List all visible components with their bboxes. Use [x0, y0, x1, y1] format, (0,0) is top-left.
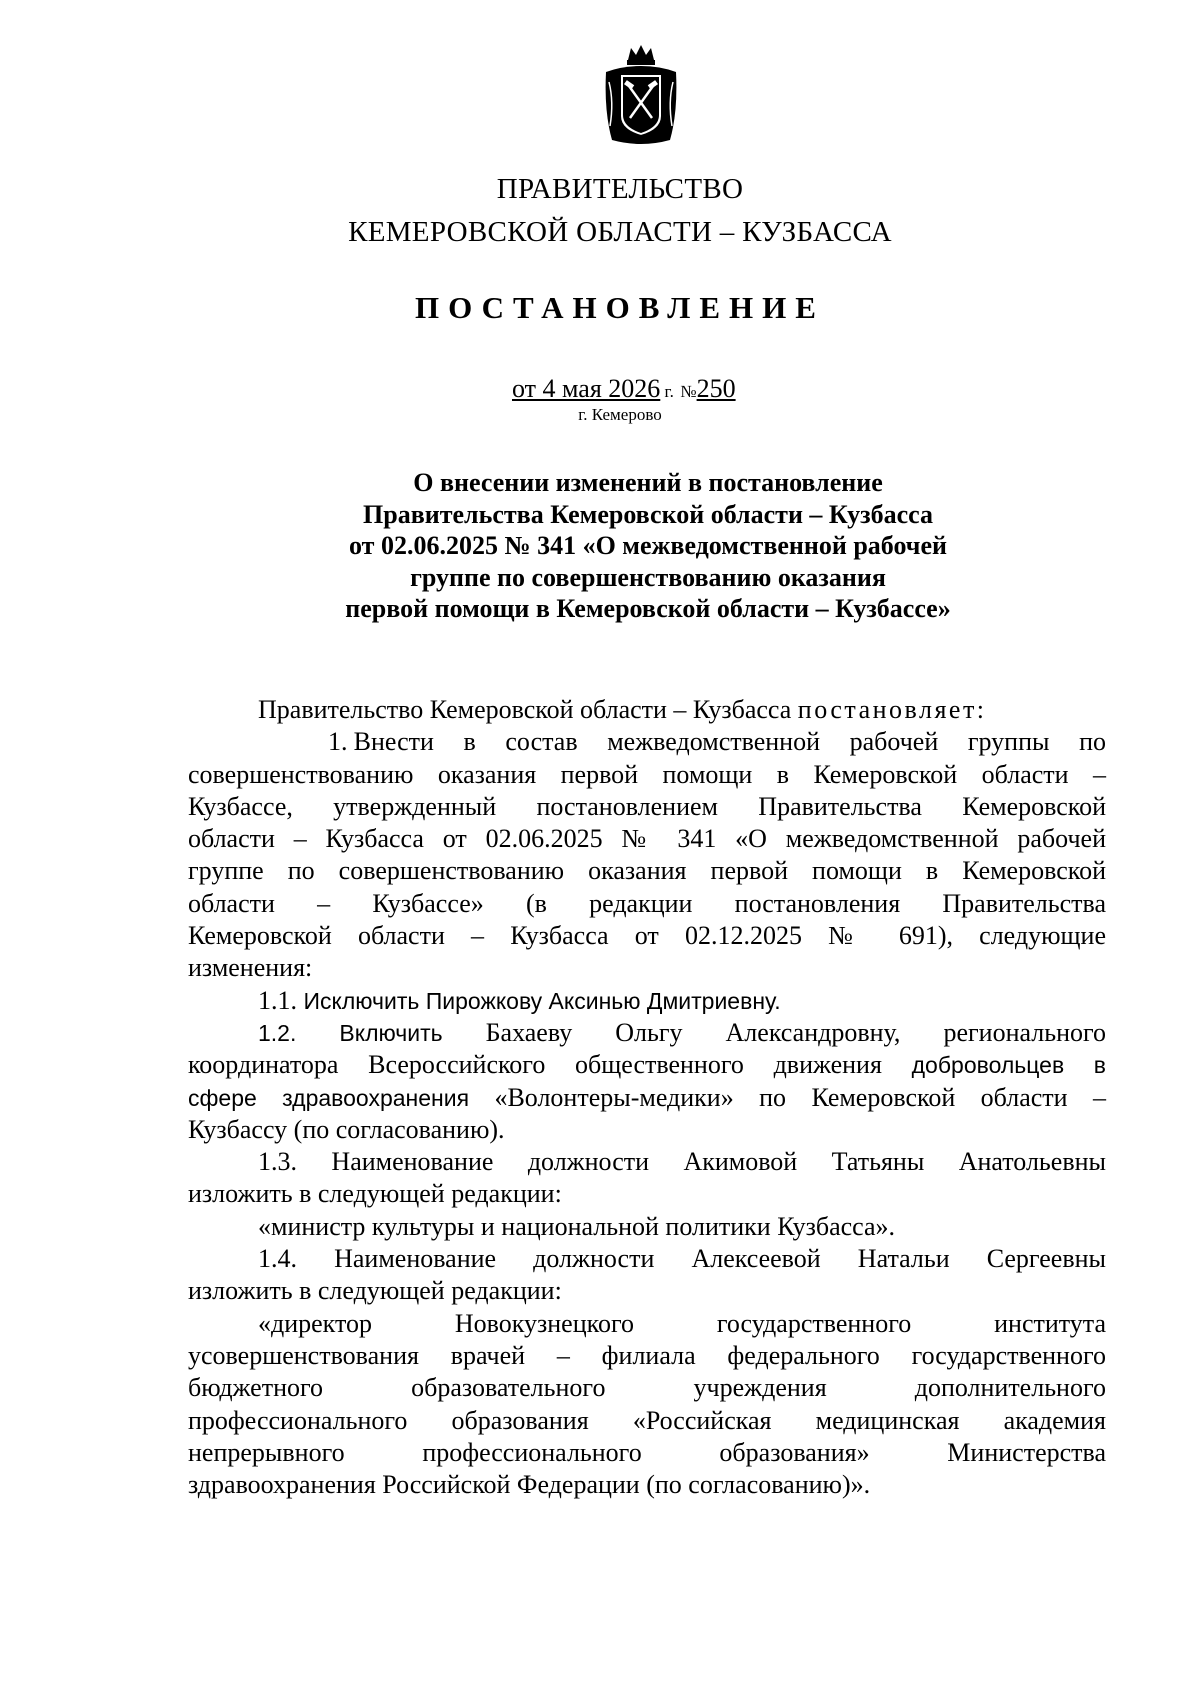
document-title: [190, 467, 1106, 625]
quoted-position: «министр культуры и национальной политики Кузбасса».: [258, 1211, 896, 1241]
paragraph-line: области – Кузбасса от 02.06.2025 № 341 «О межведомственной рабочей: [188, 824, 1106, 854]
document-date-line: [512, 374, 736, 404]
title-line: от 02.06.2025 № 341 «О межведомственной рабочей: [349, 531, 947, 560]
paragraph-1-4: [188, 1243, 1106, 1501]
title-line: О внесении изменений в постановление: [413, 468, 883, 497]
item-number: 1.: [328, 727, 348, 757]
quoted-position-line: «директор Новокузнецкого государственного института: [258, 1308, 1106, 1338]
paragraph-line: изменения:: [188, 953, 313, 983]
item-action: Включить: [339, 1019, 443, 1046]
paragraph-1-1: [188, 985, 1106, 1017]
document-type-heading: ПОСТАНОВЛЕНИЕ: [415, 290, 825, 325]
quoted-position-line: профессионального образования «Российская медицинская академия: [188, 1405, 1106, 1435]
item-number: 1.1.: [258, 985, 297, 1015]
paragraph-1-3: [188, 1146, 1106, 1243]
year-suffix: г.: [660, 382, 674, 401]
paragraph-line: Кузбассе, утвержденный постановлением Правительства Кемеровской: [188, 791, 1106, 821]
paragraph-line: 1. Внести в состав межведомственной рабочей группы по: [188, 726, 1106, 758]
paragraph-1-2: [188, 1017, 1106, 1146]
number-sign: №: [680, 382, 697, 401]
paragraph-line: 1.4. Наименование должности Алексеевой Натальи Сергеевны: [258, 1244, 1106, 1274]
paragraph-line: области – Кузбассе» (в редакции постановления Правительства: [188, 888, 1106, 918]
quoted-position-line: здравоохранения Российской Федерации (по согласованию)».: [188, 1470, 871, 1500]
intro-paragraph: [188, 694, 1106, 726]
paragraph-line: сфере здравоохранения «Волонтеры-медики» по Кемеровской области –: [188, 1082, 1106, 1112]
document-number: 250: [696, 374, 736, 403]
document-body: [188, 694, 1106, 1501]
paragraph-line: 1.3. Наименование должности Акимовой Татьяны Анатольевны: [258, 1147, 1106, 1177]
quoted-position-line: усовершенствования врачей – филиала федерального государственного: [188, 1340, 1106, 1370]
government-name-line1: ПРАВИТЕЛЬСТВО: [496, 173, 744, 205]
quoted-position-line: бюджетного образовательного учреждения дополнительного: [188, 1373, 1106, 1403]
paragraph-1: [188, 726, 1106, 984]
title-line: первой помощи в Кемеровской области – Кузбассе»: [345, 594, 951, 623]
title-line: группе по совершенствованию оказания: [410, 562, 886, 592]
intro-resolves: постановляет:: [797, 695, 987, 724]
paragraph-line: совершенствованию оказания первой помощи в Кемеровской области –: [188, 759, 1106, 789]
item-text: Исключить Пирожкову Аксинью Дмитриевну.: [303, 987, 781, 1014]
paragraph-line: 1.2. Включить Бахаеву Ольгу Александровну, регионального: [258, 1017, 1107, 1047]
paragraph-line: группе по совершенствованию оказания первой помощи в Кемеровской: [188, 856, 1106, 886]
paragraph-line: Кемеровской области – Кузбасса от 02.12.2025 № 691), следующие: [188, 921, 1106, 951]
coat-of-arms-emblem: [600, 42, 682, 152]
document-date: от 4 мая 2026: [512, 374, 661, 403]
intro-text: Правительство Кемеровской области – Кузбасса: [258, 695, 798, 724]
government-name-line2: КЕМЕРОВСКОЙ ОБЛАСТИ – КУЗБАССА: [348, 216, 892, 248]
paragraph-line: изложить в следующей редакции:: [188, 1179, 562, 1209]
title-line: Правительства Кемеровской области – Кузбасса: [363, 499, 933, 529]
quoted-position-line: непрерывного профессионального образования» Министерства: [188, 1437, 1106, 1467]
paragraph-line: координатора Всероссийского общественного движения добровольцев в: [188, 1050, 1106, 1080]
item-number: 1.2.: [258, 1019, 297, 1046]
document-city: г. Кемерово: [578, 405, 662, 424]
paragraph-line: Кузбассу (по согласованию).: [188, 1114, 505, 1144]
paragraph-line: изложить в следующей редакции:: [188, 1276, 562, 1306]
